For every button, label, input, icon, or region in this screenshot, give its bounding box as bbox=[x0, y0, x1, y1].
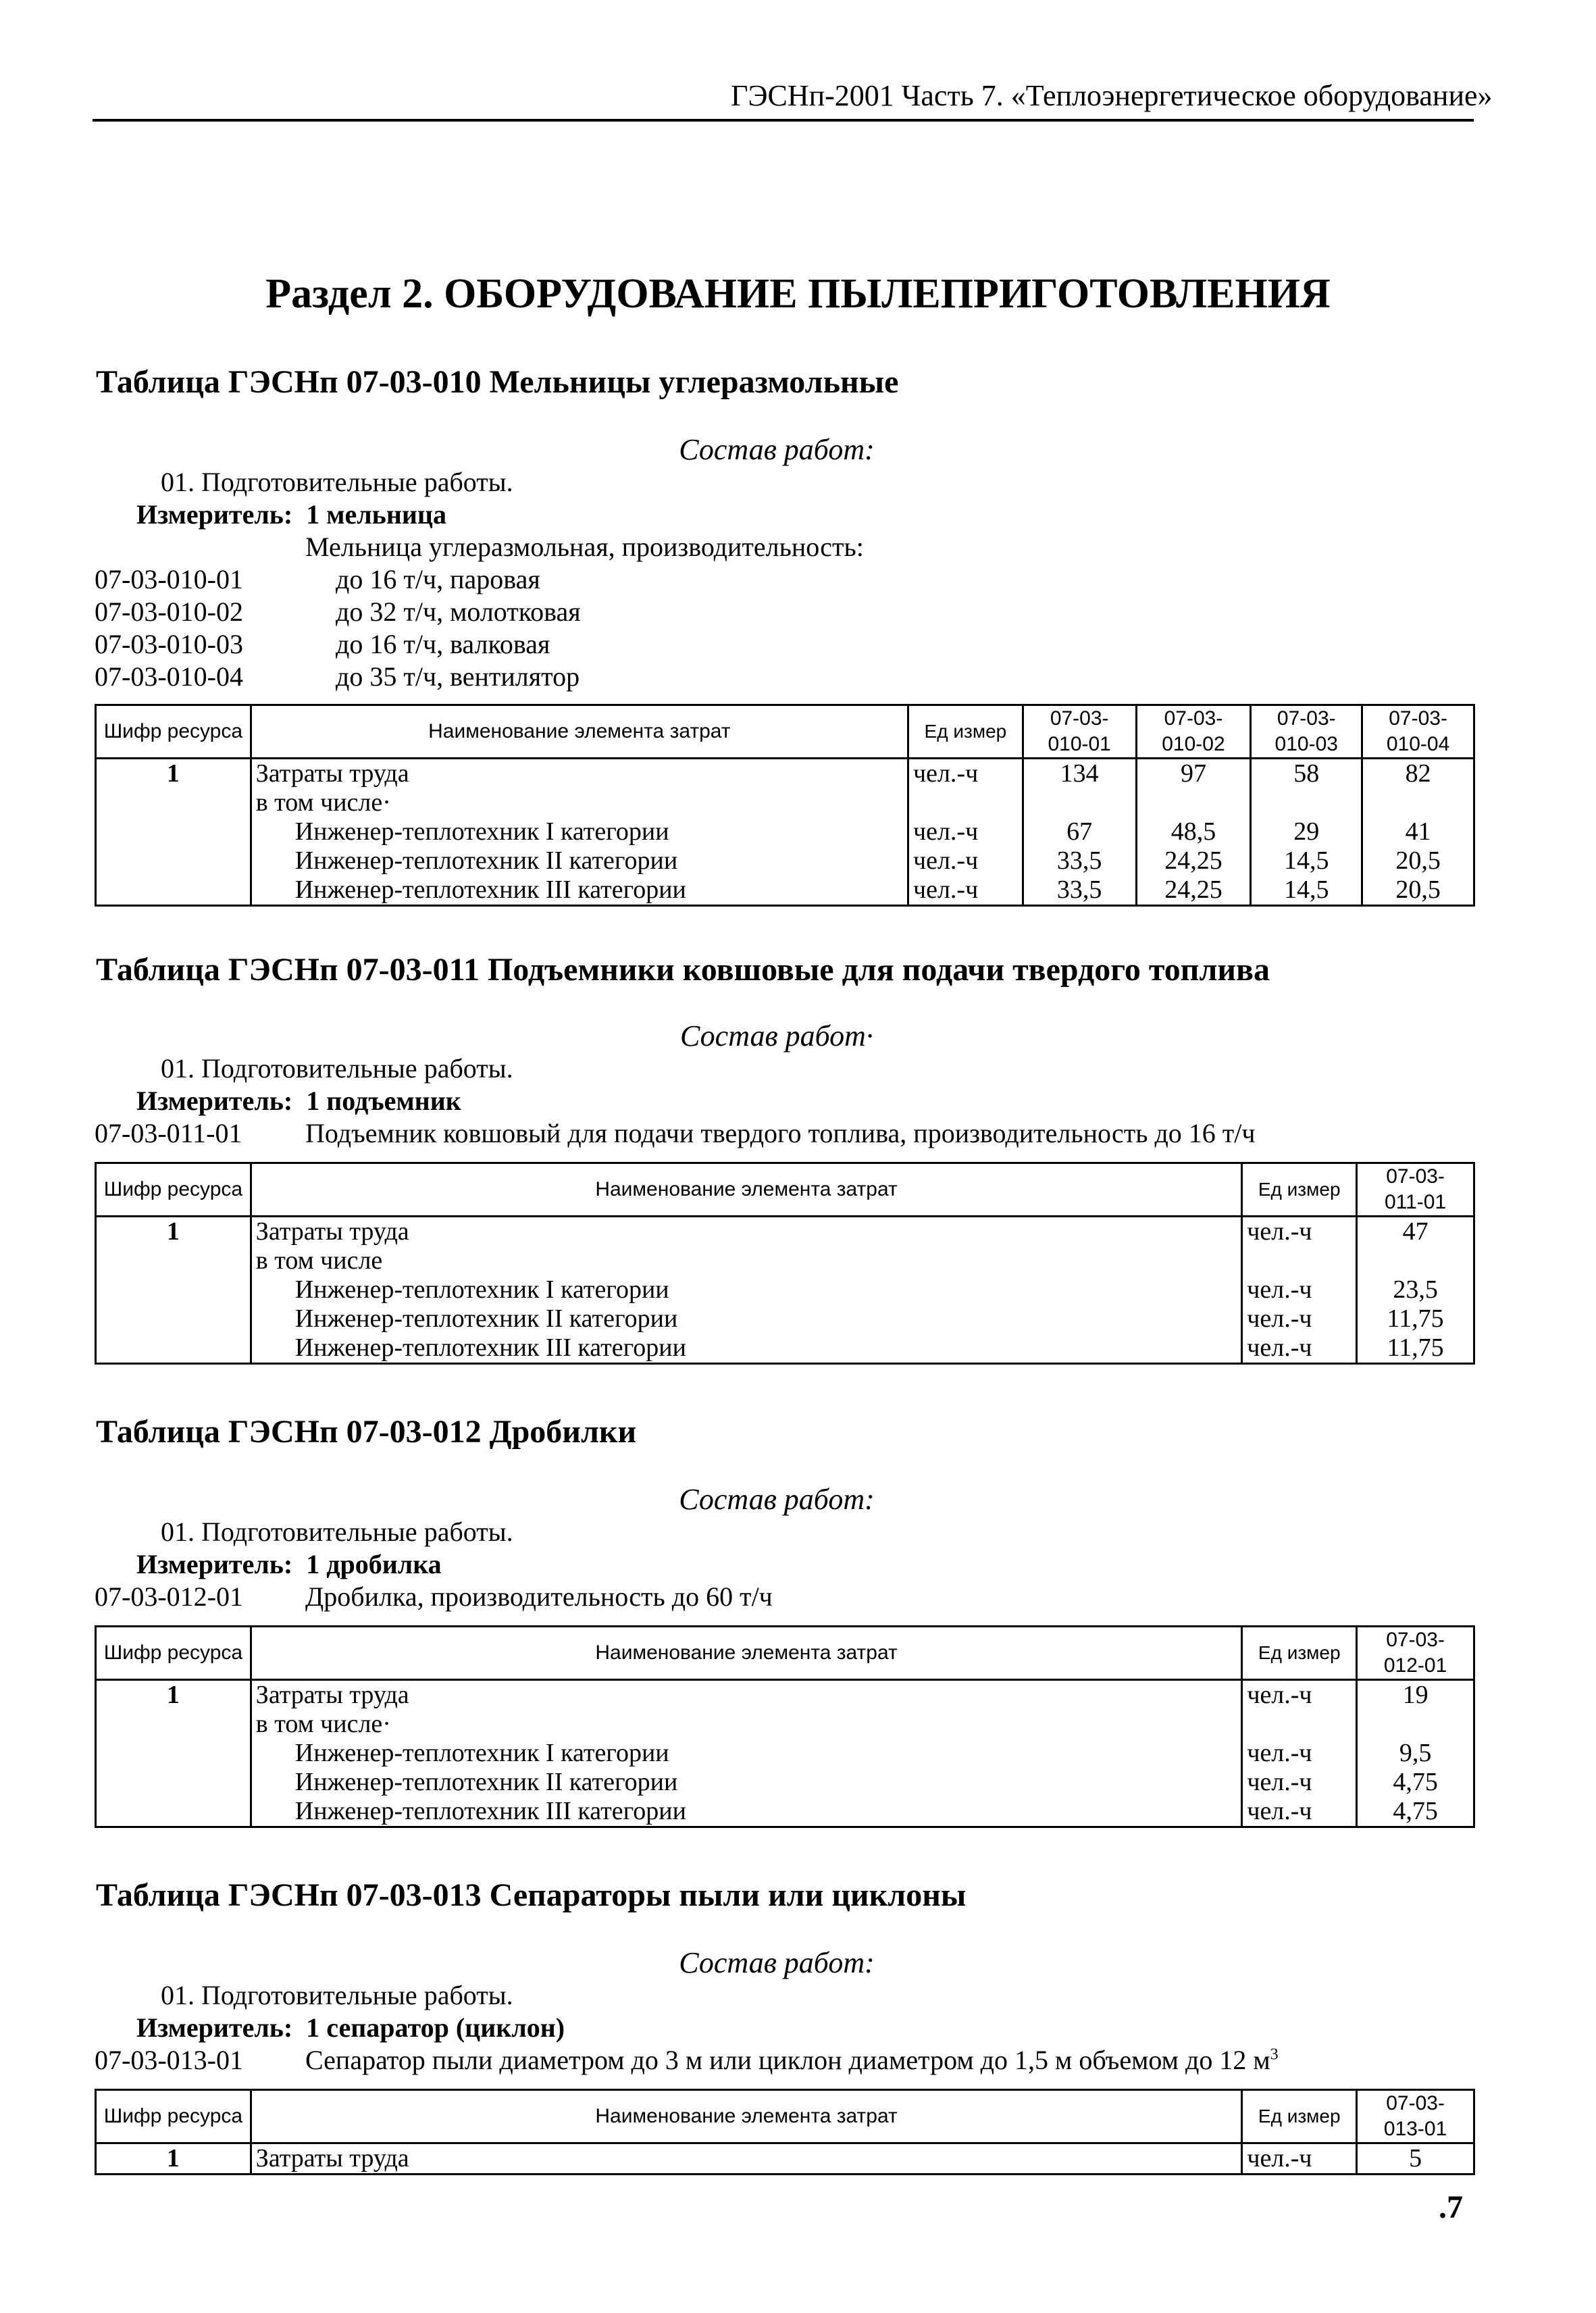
unit-cell: чел.-ч bbox=[912, 875, 979, 904]
col-header-variant: 07-03- 010-03 bbox=[1251, 705, 1362, 759]
value-cell: 67 bbox=[1066, 817, 1093, 846]
table-row bbox=[96, 1680, 1474, 1827]
table-010-sostav: Состав работ: bbox=[679, 433, 875, 466]
resource-code: 1 bbox=[166, 1681, 180, 1709]
list-item-code: 07-03-010-01 bbox=[95, 564, 243, 594]
cost-element: Инженер-теплотехник II категории bbox=[294, 1304, 678, 1333]
resource-table-010 bbox=[95, 704, 1475, 907]
izmeritel-label: Измеритель: bbox=[136, 2012, 293, 2043]
value-cell: 23,5 bbox=[1393, 1275, 1438, 1304]
cost-element: Инженер-теплотехник III категории bbox=[294, 875, 686, 904]
list-item-text: до 16 т/ч, валковая bbox=[336, 629, 550, 659]
izmeritel-value: 1 сепаратор (циклон) bbox=[306, 2012, 565, 2043]
value-cell: 24,25 bbox=[1164, 875, 1222, 904]
col-header-variant: 07-03- 010-01 bbox=[1023, 705, 1136, 759]
col-header-variant: 07-03- 013-01 bbox=[1357, 2090, 1474, 2143]
cost-element: Инженер-теплотехник II категории bbox=[294, 846, 678, 875]
cost-element: Инженер-теплотехник III категории bbox=[294, 1797, 686, 1825]
resource-code: 1 bbox=[166, 1217, 180, 1246]
table-012-prep: 01. Подготовительные работы. bbox=[161, 1517, 513, 1547]
value-cell: 14,5 bbox=[1284, 846, 1329, 875]
list-item-text: до 32 т/ч, молотковая bbox=[336, 596, 581, 627]
section-title: Раздел 2. ОБОРУДОВАНИЕ ПЫЛЕПРИГОТОВЛЕНИЯ bbox=[265, 271, 1331, 317]
table-011-sostav: Состав работ· bbox=[680, 1019, 873, 1052]
col-header-code: Шифр ресурса bbox=[96, 1163, 251, 1217]
unit-cell: чел.-ч bbox=[912, 846, 979, 875]
table-013-title: Таблица ГЭСНп 07-03-013 Сепараторы пыли или циклоны bbox=[96, 1877, 967, 1913]
table-010-prep: 01. Подготовительные работы. bbox=[161, 467, 513, 497]
cost-element: Затраты труда bbox=[255, 1217, 409, 1246]
cost-element: Инженер-теплотехник I категории bbox=[294, 1739, 669, 1767]
list-item-code: 07-03-010-03 bbox=[95, 629, 243, 659]
running-header: ГЭСНп-2001 Часть 7. «Теплоэнергетическое оборудование» bbox=[731, 79, 1493, 112]
unit-cell: чел.-ч bbox=[1247, 1304, 1312, 1333]
list-item-text: Дробилка, производительность до 60 т/ч bbox=[305, 1581, 773, 1612]
value-cell: 33,5 bbox=[1056, 875, 1102, 904]
value-cell: 4,75 bbox=[1393, 1768, 1438, 1796]
unit-cell: чел.-ч bbox=[1247, 1681, 1312, 1709]
value-cell: 41 bbox=[1405, 817, 1431, 846]
col-header-name: Наименование элемента затрат bbox=[251, 705, 908, 759]
table-013-izmeritel bbox=[136, 2012, 565, 2043]
col-header-code: Шифр ресурса bbox=[96, 2090, 251, 2143]
col-header-name: Наименование элемента затрат bbox=[251, 2090, 1242, 2143]
col-header-unit: Ед измер bbox=[1242, 1163, 1357, 1217]
cost-element: Затраты труда bbox=[255, 759, 409, 788]
unit-cell: чел.-ч bbox=[1247, 1768, 1312, 1796]
col-header-variant: 07-03- 011-01 bbox=[1357, 1163, 1474, 1217]
value-cell: 48,5 bbox=[1170, 817, 1216, 846]
col-header-variant: 07-03- 012-01 bbox=[1357, 1627, 1474, 1680]
table-010-izmeritel bbox=[136, 499, 446, 530]
cost-element: в том числе bbox=[255, 1246, 383, 1275]
value-cell: 134 bbox=[1060, 759, 1099, 788]
cost-element: Затраты труда bbox=[255, 1681, 409, 1709]
list-item-text: Сепаратор пыли диаметром до 3 м или циклон диаметром до 1,5 м объемом до 12 $м^3$ bbox=[305, 2045, 1279, 2075]
cost-element: Инженер-теплотехник II категории bbox=[294, 1768, 678, 1796]
table-012-izmeritel bbox=[136, 1548, 442, 1580]
izmeritel-value: 1 дробилка bbox=[306, 1549, 442, 1579]
resource-table-012 bbox=[95, 1625, 1475, 1828]
value-cell: 20,5 bbox=[1395, 846, 1441, 875]
col-header-unit: Ед измер bbox=[908, 705, 1023, 759]
izmeritel-label: Измеритель: bbox=[136, 499, 293, 530]
value-cell: 4,75 bbox=[1393, 1797, 1438, 1825]
list-item-code: 07-03-010-04 bbox=[95, 661, 243, 692]
col-header-code: Шифр ресурса bbox=[96, 1627, 251, 1680]
table-row bbox=[96, 1217, 1474, 1364]
unit-cell: чел.-ч bbox=[1247, 1333, 1312, 1362]
list-item-text: Подъемник ковшовый для подачи твердого топлива, производительность до 16 т/ч bbox=[305, 1118, 1256, 1148]
izmeritel-value: 1 мельница bbox=[306, 499, 446, 530]
list-item-code: 07-03-012-01 bbox=[95, 1581, 243, 1612]
izmeritel-label: Измеритель: bbox=[136, 1549, 293, 1579]
resource-code: 1 bbox=[166, 759, 180, 788]
table-010-title: Таблица ГЭСНп 07-03-010 Мельницы углеразмольные bbox=[96, 364, 899, 400]
table-013-sostav: Состав работ: bbox=[679, 1946, 875, 1979]
unit-cell: чел.-ч bbox=[1247, 1739, 1312, 1767]
header-rule bbox=[93, 119, 1474, 122]
table-010-intro: Мельница углеразмольная, производительность: bbox=[305, 532, 864, 562]
col-header-name: Наименование элемента затрат bbox=[251, 1163, 1242, 1217]
value-cell: 33,5 bbox=[1056, 846, 1102, 875]
value-cell: 82 bbox=[1405, 759, 1431, 788]
value-cell: 58 bbox=[1293, 759, 1320, 788]
cost-element: Инженер-теплотехник III категории bbox=[294, 1333, 686, 1362]
list-item-text: до 16 т/ч, паровая bbox=[336, 564, 540, 594]
page-number: .7 bbox=[1439, 2189, 1463, 2225]
resource-code: 1 bbox=[166, 2144, 180, 2172]
table-row bbox=[96, 759, 1474, 906]
value-cell: 24,25 bbox=[1164, 846, 1222, 875]
table-011-title: Таблица ГЭСНп 07-03-011 Подъемники ковшовые для подачи твердого топлива bbox=[96, 952, 1270, 988]
cost-element: Инженер-теплотехник I категории bbox=[294, 817, 669, 846]
list-item-code: 07-03-011-01 bbox=[95, 1118, 242, 1148]
unit-cell: чел.-ч bbox=[1247, 1217, 1312, 1246]
value-cell: 11,75 bbox=[1387, 1304, 1444, 1333]
cost-element: в том числе· bbox=[255, 788, 391, 817]
value-cell: 5 bbox=[1409, 2144, 1422, 2172]
col-header-name: Наименование элемента затрат bbox=[251, 1627, 1242, 1680]
list-item-code: 07-03-013-01 bbox=[95, 2045, 243, 2075]
value-cell: 11,75 bbox=[1387, 1333, 1444, 1362]
cost-element: в том числе· bbox=[255, 1710, 391, 1738]
cost-element: Инженер-теплотехник I категории bbox=[294, 1275, 669, 1304]
unit-cell: чел.-ч bbox=[1247, 2144, 1312, 2172]
resource-table-013 bbox=[95, 2089, 1475, 2175]
value-cell: 47 bbox=[1402, 1217, 1428, 1246]
list-item-text: до 35 т/ч, вентилятор bbox=[336, 661, 580, 692]
unit-cell: чел.-ч bbox=[1247, 1275, 1312, 1304]
table-011-prep: 01. Подготовительные работы. bbox=[161, 1053, 513, 1084]
izmeritel-value: 1 подъемник bbox=[306, 1086, 461, 1116]
col-header-variant: 07-03- 010-04 bbox=[1362, 705, 1474, 759]
value-cell: 19 bbox=[1402, 1681, 1428, 1709]
table-013-prep: 01. Подготовительные работы. bbox=[161, 1980, 513, 2010]
table-row bbox=[96, 2143, 1474, 2175]
value-cell: 97 bbox=[1180, 759, 1206, 788]
resource-table-011 bbox=[95, 1162, 1475, 1365]
izmeritel-label: Измеритель: bbox=[136, 1086, 293, 1116]
unit-cell: чел.-ч bbox=[912, 817, 979, 846]
col-header-code: Шифр ресурса bbox=[96, 705, 251, 759]
col-header-variant: 07-03- 010-02 bbox=[1136, 705, 1251, 759]
table-012-sostav: Состав работ: bbox=[679, 1483, 875, 1516]
unit-cell: чел.-ч bbox=[912, 759, 979, 788]
col-header-unit: Ед измер bbox=[1242, 2090, 1357, 2143]
table-011-izmeritel bbox=[136, 1085, 461, 1117]
value-cell: 29 bbox=[1293, 817, 1320, 846]
value-cell: 14,5 bbox=[1284, 875, 1329, 904]
cost-element: Затраты труда bbox=[255, 2144, 409, 2172]
value-cell: 9,5 bbox=[1399, 1739, 1432, 1767]
unit-cell: чел.-ч bbox=[1247, 1797, 1312, 1825]
col-header-unit: Ед измер bbox=[1242, 1627, 1357, 1680]
list-item-code: 07-03-010-02 bbox=[95, 596, 243, 627]
value-cell: 20,5 bbox=[1395, 875, 1441, 904]
table-012-title: Таблица ГЭСНп 07-03-012 Дробилки bbox=[96, 1414, 637, 1450]
